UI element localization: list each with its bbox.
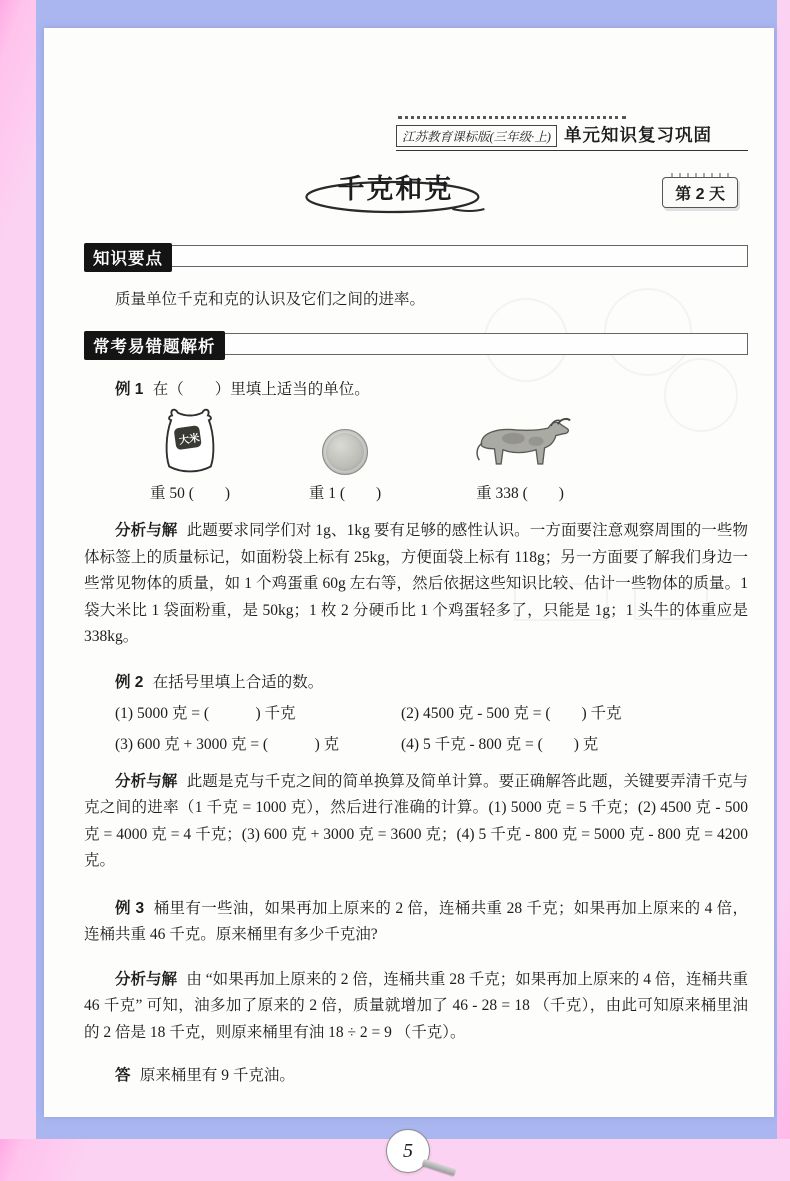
page-header: [396, 116, 748, 151]
example2-label: 例 2: [115, 673, 144, 691]
page-number: 5: [403, 1139, 413, 1162]
ox-icon: [468, 417, 572, 475]
analysis-text: 此题是克与千克之间的简单换算及简单计算。要正确解答此题，关键要弄清千克与克之间的进率（1 千克 = 1000 克），然后进行准确的计算。(1) 5000 克 = 5 千克；(2) 4500 克 - 500 克 = 4000 克 = 4 千克；(3) 600 克 + 3000 克 = 3600 克；(4) 5 千克 - 800 克 = 5000 克 - 800 克 = 4200 克。: [84, 772, 748, 869]
analysis-text: 由 “如果再加上原来的 2 倍，连桶共重 28 千克；如果再加上原来的 4 倍，连桶共重 46 千克” 可知，油多加了原来的 2 倍，质量就增加了 46 - 28 = 18 （千克），由此可知原来桶里油的 2 倍是 18 千克，则原来桶里有油 18 ÷ 2 = 9 （千克）。: [84, 970, 748, 1041]
rice-bag-icon: [156, 407, 224, 475]
equation-1: (1) 5000 克 = ( ) 千克: [115, 704, 296, 722]
equation-2: (2) 4500 克 - 500 克 = ( ) 千克: [401, 704, 622, 722]
example2-heading: [84, 670, 748, 692]
coin-icon: [322, 429, 368, 475]
page-number-magnifier: [386, 1129, 432, 1181]
answer-text: 原来桶里有 9 千克油。: [139, 1067, 295, 1084]
item3-caption: 重 338 ( ): [476, 485, 564, 502]
example1-text: 在（ ）里填上适当的单位。: [152, 381, 370, 398]
example2-equations: [115, 701, 748, 754]
section-bar-strip: [88, 245, 748, 267]
rice-bag-label: 大米: [178, 433, 201, 447]
example2-analysis: [84, 769, 748, 875]
example3-answer: [84, 1063, 748, 1085]
example3-text: 桶里有一些油，如果再加上原来的 2 倍，连桶共重 28 千克；如果再加上原来的 4 倍，连桶共重 46 千克。原来桶里有多少千克油?: [84, 899, 748, 943]
analysis-label: 分析与解: [115, 970, 178, 988]
equation-4: (4) 5 千克 - 800 克 = ( ) 克: [401, 735, 599, 753]
title-row: [44, 165, 774, 221]
section-error-analysis-label: 常考易错题解析: [84, 331, 225, 360]
item-rice-bag: [110, 413, 270, 503]
example1-heading: [84, 377, 748, 399]
header-rule: [396, 150, 748, 151]
example2-text: 在括号里填上合适的数。: [152, 673, 324, 691]
section-knowledge-label: 知识要点: [84, 243, 172, 272]
analysis-text: 此题要求同学们对 1g、1kg 要有足够的感性认识。一方面要注意观察周围的一些物体标签上的质量标记，如面粉袋上标有 25kg，方便面袋上标有 118g；另一方面要了解我们身边一些常见物体的质量，如 1 个鸡蛋重 60g 左右等，然后依据这些知识比较、估计一些物体的质量。1 袋大米比 1 袋面粉重，是 50kg；1 枚 2 分硬币比 1 个鸡蛋轻多了，只能是 1g；1 头牛的体重应是 338kg。: [84, 522, 748, 645]
day-badge: 第 2 天: [662, 177, 738, 208]
knowledge-body: 质量单位千克和克的认识及它们之间的进率。: [115, 291, 426, 308]
series-title: 单元知识复习巩固: [563, 125, 712, 145]
item2-caption: 重 1 ( ): [308, 485, 382, 502]
item-ox: [420, 413, 620, 503]
example3-analysis: [84, 967, 748, 1047]
dotted-rule: [398, 116, 626, 119]
analysis-label: 分析与解: [115, 522, 178, 539]
section-error-analysis: [84, 331, 748, 358]
analysis-label: 分析与解: [115, 772, 178, 790]
example1-analysis: [84, 518, 748, 651]
page-title: 千克和克: [337, 174, 454, 204]
book-page: [44, 28, 774, 1162]
section-knowledge-points: [84, 243, 748, 270]
item-coin: [270, 413, 420, 503]
answer-label: 答: [115, 1067, 131, 1084]
equation-3: (3) 600 克 + 3000 克 = ( ) 克: [115, 735, 340, 753]
edition-label: 江苏教育课标版(三年级·上): [396, 125, 557, 147]
example1-label: 例 1: [115, 381, 144, 398]
item1-caption: 重 50 ( ): [149, 485, 231, 502]
example3-heading: [84, 896, 748, 949]
example1-items: [110, 413, 748, 503]
example3-label: 例 3: [115, 899, 145, 917]
magnifier-handle-icon: [422, 1159, 456, 1176]
